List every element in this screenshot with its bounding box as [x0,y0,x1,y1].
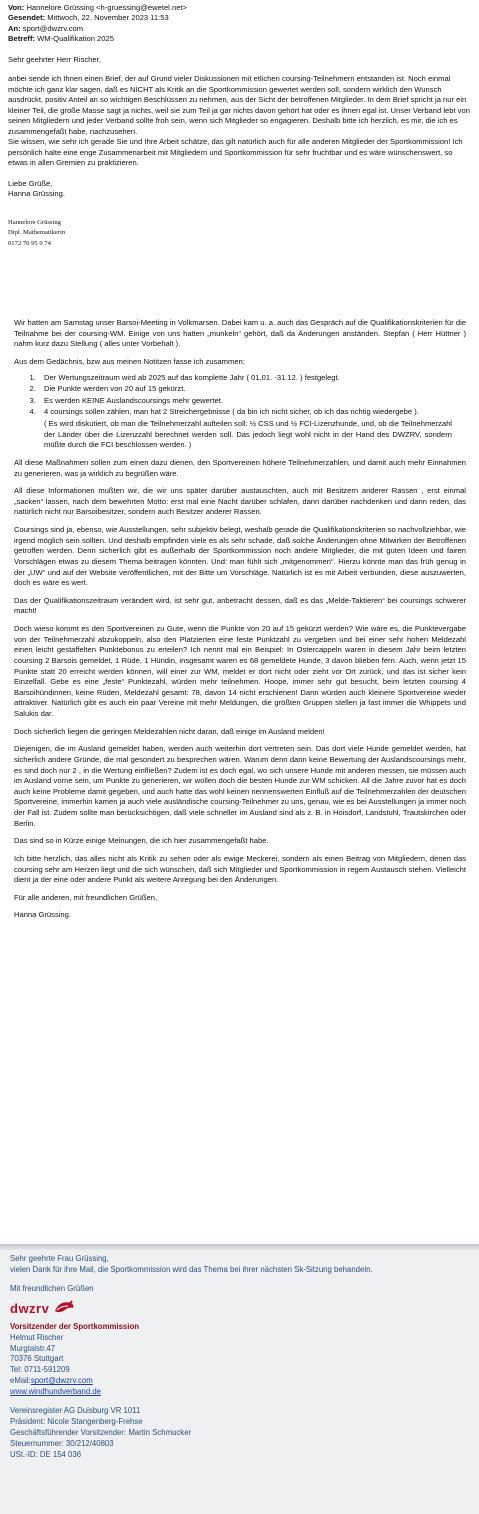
reply-closing: Mit freundlichen Grüßen [10,1283,94,1293]
from-label: Von: [8,3,25,12]
letter-paragraph: All diese Informationen mußten wir, die wir uns später darüber austauschten, auch mit Besitzern anderer Rassen , erst einmal „sacken“ lassen, nach dem bewehrten Motto: erst mal eine Nacht darüber schlafen, dann darüber nachdenken und dann reden, das natürlich nicht nur Barsoibesitzer, sondern auch Besitzer anderer Rassen. [14,486,466,517]
signature-phone: Tel: 0711-591209 [10,1365,70,1375]
register-info: Vereinsregister AG Duisburg VR 1011 [10,1406,141,1416]
signature-street: Murgtalstr.47 [10,1343,56,1353]
from-value: Hannelore Grüssing <h-gruessing@ewetel.net> [26,3,187,12]
letter-paragraph: Coursings sind ja, ebenso, wie Ausstellungen, sehr subjektiv belegt, weshalb gerade die Qualifikationskriterien so nachvollziehbar, wie irgend möglich sein sollten. Und deshalb empfinden viele es als sehr schade, daß solche Änderungen ohne Mitwirken der Betroffenen getroffen werden. Denn sicherlich gibt es außerhalb der Sportkommission noch andere Mitglieder, die mit guten Ideen und fairen Vorschlägen etwas zu diesem Thema beitragen könnten. Und: man fühlt sich „mitgenommen“. Hierzu könnte man das früh genug in der „UW“ und auf der Website veröffentlichen, mit der Bitte um Vorschläge. Natürlich ist es mit Arbeit verbunden, diese auszuwerten, doch es wäre es wert. [14,525,466,588]
website-row [10,1387,469,1398]
signature-role: Vorsitzender der Sportkommission [10,1321,139,1331]
letter-paragraph: Das der Qualifikationszeitraum verändert wird, ist sehr gut, anbetracht dessen, daß es das „Melde-Taktieren“ bei coursings schwerer macht! [14,595,466,616]
reply-message [0,1250,479,1514]
sent-label: Gesendet: [8,13,46,23]
subject-row [8,34,471,44]
letter-paragraph: Für alle anderen, mit freundlichen Grüßen, [14,892,158,902]
president-info: Präsident: Nicole Stangenberg-Frehse [10,1416,143,1426]
tax-info: Steuernummer: 30/212/40803 [10,1438,114,1448]
signature-name: Hannelore Grüssing [8,218,61,226]
letter-paragraph: All diese Maßnahmen sollen zum einen dazu dienen, den Sportvereinen höhere Teilnehmerzahlen, und damit auch mehr Einnahmen zu generieren, was ja wirklich zu begrüßen wäre. [14,457,466,478]
reply-text: vielen Dank für ihre Mail, die Sportkommission wird das Thema bei ihrer nächsten Sk-Sitzung behandeln. [10,1264,373,1274]
signature-city: 70376 Stuttgart [10,1354,64,1364]
subject-label: Betreff: [8,34,36,44]
letter-paragraph: Doch sicherlich liegen die geringen Meldezahlen nicht daran, daß einige im Ausland melden! [14,726,325,736]
greyhound-icon [53,1299,75,1319]
from-row [8,3,471,13]
logo-text: dwzrv [10,1300,50,1316]
email-body: anbei sende ich Ihnen einen Brief, der auf Grund vieler Diskussionen mit etlichen coursing-Teilnehmern entstanden ist. Noch einmal möchte ich ganz klar sagen, daß es NICHT als Kritik an die Sportkommission gewertet werden soll, sondern wirklich den Wunsch ausdrückt, positiv Anteil an so wichtigen Beschlüssen zu nehmen, aus der Sicht der betroffenen Mitglieder. In dem Brief spricht ja nur ein kleiner Teil, die große Masse sagt ja nichts, weil sie zum Teil ja gar nichts davon gehört hat oder es ihnen egal ist. Unser Verband lebt von seinen Mitgliedern und jeder Verband sollte froh sein, wenn sich Mitglieder so engagieren. Deshalb bitte ich herzlich, es mir, die ich es zusammengefaßt habe, nachzusehen. [8,74,470,136]
letter-note: ( Es wird diskutiert, ob man die Teilnehmerzahl aufteilen soll: ½ CSS und ½ FCI-Lizenzhunde, und, ob die Teilnehmerzahl der Länder über die Lizenzzahl berechnet werden soll. Das jedoch liegt wohl nicht in der Hand des DWZRV, sondern müßte durch die FCI beschlossen werden. ) [44,419,452,450]
email-closing: Liebe Grüße, [8,178,53,188]
letter-paragraph: Doch wieso kommt es den Sportvereinen zu Gute, wenn die Punkte von 20 auf 15 gekürzt werden? Wie wäre es, die Punktevergabe von der Teilnehmerzahl abzukoppeln, also den Platzierten eine feste Punktzahl zu vergeben und bei einer sehr hohen Meldezahl einen leicht gestaffelten Punktebonus zu erteilen? Ich nennt mal ein Beispiel: In Ostercappeln waren in diesem Jahr beim letzten coursing 2 Barsois gemeldet, 1 Rüde, 1 Hündin, insgesamt waren es 68 gemeldete Hunde, 3 davon blieben fern. Auch, wenn jetzt 15 Punkte statt 20 erreicht werden können, will einer zur WM, meldet er dort nicht oder zieht vor Ort zurück, und das ist sicher kein Einzelfall. Gebe es eine „feste“ Punktezahl, würden mehr teilnehmen. Hoope, immer sehr gut besucht, beim letzten coursing 4 Barsoihündinnen, keine Rüden, Meldezahl gesamt: 78, davon 14 nicht erschienen! Dann würden auch kleinere Sportvereine wieder attraktiver. Natürlich gibt es auch ein paar Vereine mit mehr Meldungen, die größten Gruppen stellen ja fast immer die Whippets und Salukis dar. [14,624,466,718]
email-closing-name: Hanna Grüssing. [8,189,65,199]
attached-letter [10,318,470,1238]
to-value[interactable]: sport@dwzrv.com [22,23,84,33]
reply-greeting: Sehr geehrte Frau Grüssing, [10,1254,109,1263]
signature-email-row [10,1376,469,1387]
vat-info: USt.-ID: DE 154 036 [10,1449,82,1459]
sent-value: Mittwoch, 22. November 2023 11:53 [47,13,169,23]
email-label: eMail: [10,1376,31,1386]
email-greeting: Sehr geehrter Herr Rischer, [8,54,101,64]
list-item: 3. Es werden KEINE Auslandscoursings mehr gewertet. [38,396,466,407]
letter-intro: Wir hatten am Samstag unser Barsoi-Meeting in Volkmarsen. Dabei kam u. a. auch das Gespräch auf die Qualifikationskriterien für die Teilnahme bei der coursing-WM. Einige von uns hatten „munkeln“ gehört, daß da Änderungen anständen. Stepfan ( Herr Hüttner ) nahm kurz dazu Stellung ( alles unter Vorbehalt ). [14,318,466,349]
letter-signoff: Hanna Grüssing. [14,910,71,920]
email-message [0,0,479,286]
list-item: 2. Die Punkte werden von 20 auf 15 gekürzt. [38,384,466,395]
email-body-2: Sie wissen, wie sehr ich gerade Sie und Ihre Arbeit schätze, das gilt natürlich auch für alle anderen Mitglieder der Sportkommission! Ich persönlich halte eine enge Zusammenarbeit mit Mitgliedern und Sportkommission für sehr fruchtbar und es wäre wünschenswert, so etwas in allen Gremien zu praktizieren. [8,137,463,168]
letter-paragraph: Diejenigen, die im Ausland gemeldet haben, werden auch weiterhin dort vertreten sein. Das dort viele Hunde gemeldet werden, hat sicherlich andere Gründe, die mal gesondert zu besprechen wären. Warum denn dann keine Bewertung der Auslandscoursings mehr, es sind doch nur 2 , in die Wertung einfließen? Zudem ist es doch egal, wo sich unsere Hunde mit anderen messen, sie müssen auch im Ausland vorne sein, um Punkte zu generieren, wir wollen doch die besten Hunde zur WM schicken. All die Jahre zuvor hat es doch auch keine Probleme damit gegeben, und auch hatte das wohl keinen nennenswerten Einfluß auf die Teilnehmerzahlen der deutschen Sportvereine, immerhin kamen ja auch viele ausländische coursing-Teilnehmer zu uns, genau, wie es bei Ausstellungen ja immer noch der Fall ist. Zudem sollte man berücksichtigen, daß viele schneller im Ausland sind als z. B. in Hoisdorf, Landstuhl, Trautskirchen oder Berlin. [14,744,466,828]
list-item: 4. 4 coursings sollen zählen, man hat 2 Streichergebnisse ( da bin ich nicht sicher, ob ich das richtig wiedergebe ). [38,407,466,418]
signature-name: Helmut Rischer [10,1332,64,1342]
email-signature [8,218,471,251]
email-header [8,3,471,45]
signature-title: Dipl. Mathematikerin [8,229,66,237]
dwzrv-logo [10,1299,469,1319]
letter-memory: Aus dem Gedächnis, bzw aus meinen Notitzen fasse ich zusammen: [14,356,245,366]
letter-list [14,373,466,419]
email-link[interactable]: sport@dwzrv.com [30,1376,93,1386]
letter-paragraph: Das sind so in Kürze einige Meinungen, die ich hier zusammengefaßt habe. [14,836,269,846]
website-link[interactable]: www.windhundverband.de [10,1387,102,1397]
sent-row [8,13,471,23]
to-label: An: [8,23,21,33]
to-row [8,24,471,34]
list-item: 1. Der Wertungszeitraum wird ab 2025 auf das komplette Jahr ( 01.01. -31.12. ) festgelegt. [38,373,466,384]
ceo-info: Geschäftsführender Vorsitzender: Martin Schmucker [10,1427,192,1437]
subject-value: WM-Qualifikation 2025 [37,34,114,44]
letter-paragraph: Ich bitte herzlich, das alles nicht als Kritik zu sehen oder als ewige Meckerei, sondern als einen Beitrag von Mitgliedern, denen das coursing sehr am Herzen liegt und die sich wünschen, daß sich Mitglieder und Sportkommission in regem Austausch stehen. Vielleicht dient ja der eine oder andere Punkt als weitere Anregung bei den Änderungen. [14,853,466,885]
signature-phone: 0172 70 95 0 74 [8,240,51,248]
